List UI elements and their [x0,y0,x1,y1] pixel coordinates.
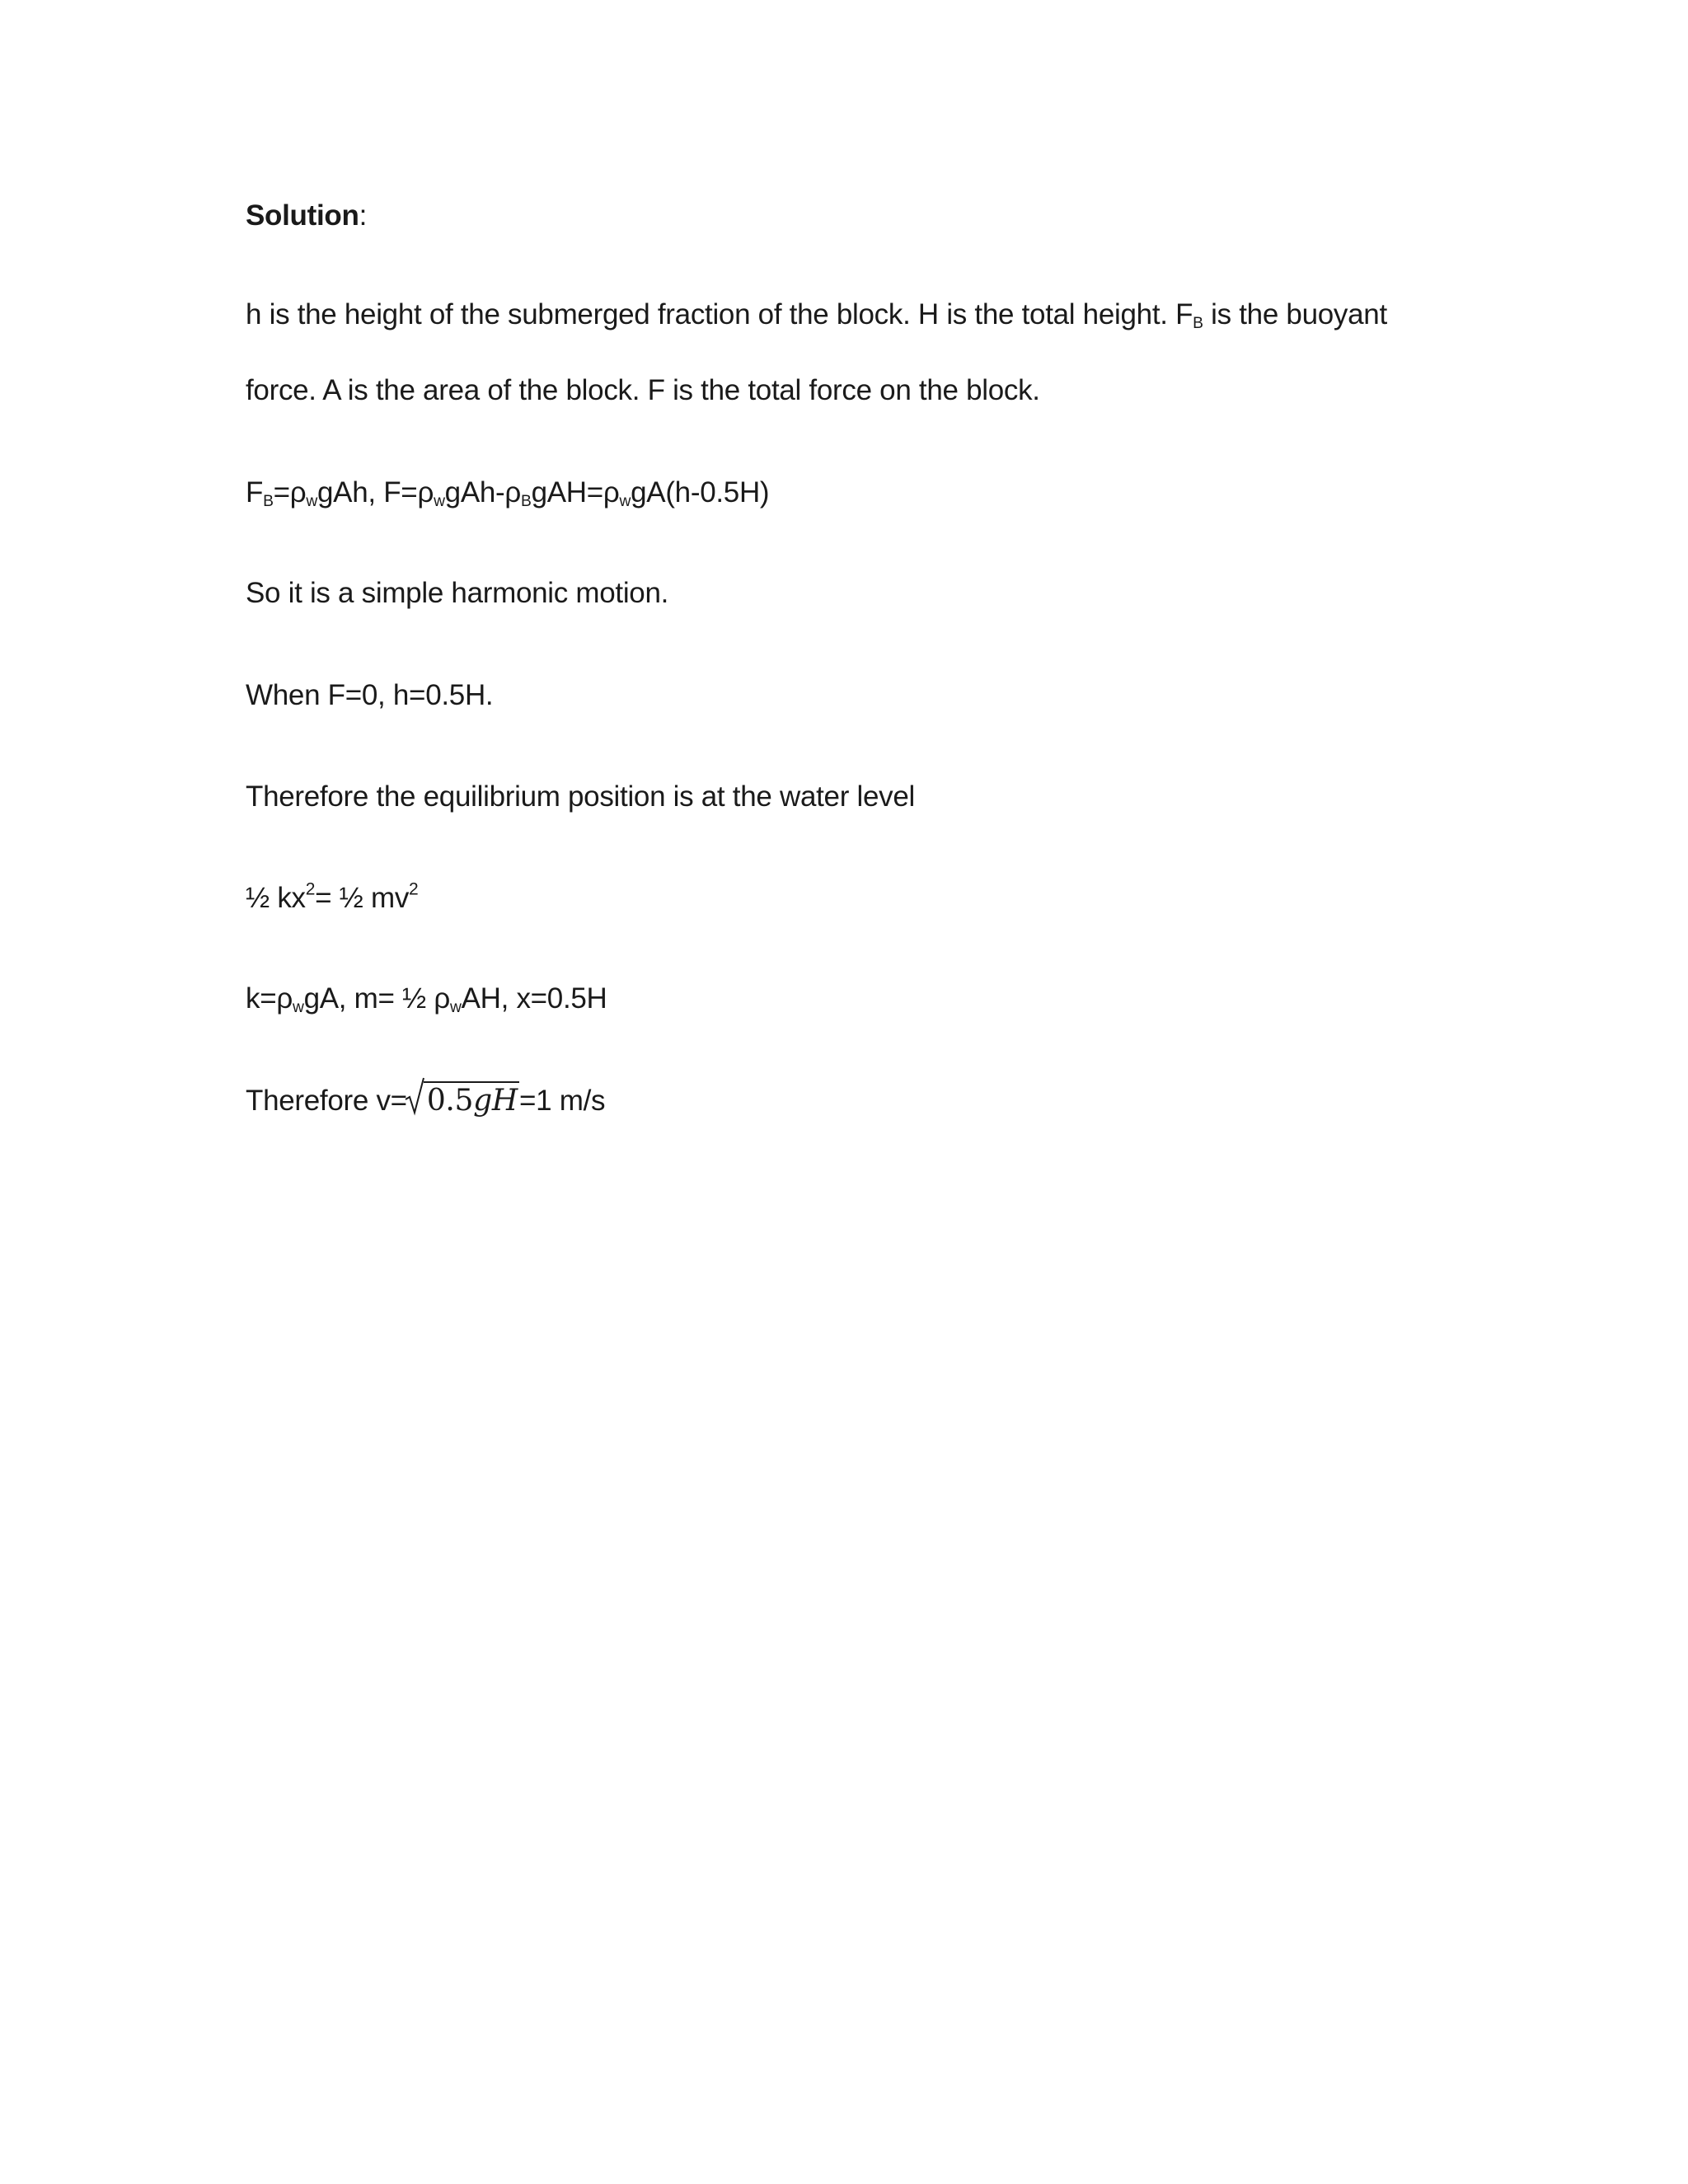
text: When F=0, h=0.5H. [246,679,494,711]
subscript: w [619,492,631,510]
energy-equation [246,880,418,916]
text: gAH=ρ [531,476,620,509]
superscript: 2 [409,879,419,899]
subscript: w [292,998,304,1016]
velocity-result [246,1081,605,1119]
force-equation [246,475,769,511]
subscript: B [263,492,274,510]
radicand-variable: gH [473,1084,518,1118]
text: Therefore the equilibrium position is at the water level [246,780,915,813]
text: So it is a simple harmonic motion. [246,577,669,609]
parameter-values [246,981,607,1017]
equilibrium-statement [246,779,915,815]
text: gAh-ρ [444,476,522,509]
text: ½ kx [246,882,306,914]
radicand-number: 0.5 [426,1084,474,1118]
equilibrium-condition [246,677,493,714]
heading-colon: : [359,199,368,232]
text: =1 m/s [519,1085,606,1117]
radical-sign-icon [404,1075,425,1116]
solution-heading [246,198,367,234]
subscript: w [449,998,462,1016]
subscript: w [306,492,317,510]
text: is the buoyant [1203,298,1387,330]
text: F [246,476,264,509]
text: = ½ mv [315,882,410,914]
text: force. A is the area of the block. F is the total force on the block. [246,374,1040,406]
text: Therefore v= [246,1085,407,1117]
radicand [424,1081,519,1118]
shm-statement [246,575,668,612]
heading-text: Solution [246,199,359,232]
text: k=ρ [246,982,293,1015]
definitions-line-2 [246,373,1040,409]
text: =ρ [273,476,307,509]
definitions-line-1 [246,297,1387,333]
text: gAh, F=ρ [317,476,434,509]
subscript: B [521,492,532,510]
square-root-symbol [409,1081,519,1119]
subscript: w [434,492,445,510]
superscript: 2 [305,879,316,899]
text: gA, m= ½ ρ [303,982,450,1015]
text: h is the height of the submerged fraction of the block. H is the total height. F [246,298,1193,330]
subscript: B [1193,314,1203,332]
text: AH, x=0.5H [461,982,607,1015]
text: gA(h-0.5H) [631,476,770,509]
